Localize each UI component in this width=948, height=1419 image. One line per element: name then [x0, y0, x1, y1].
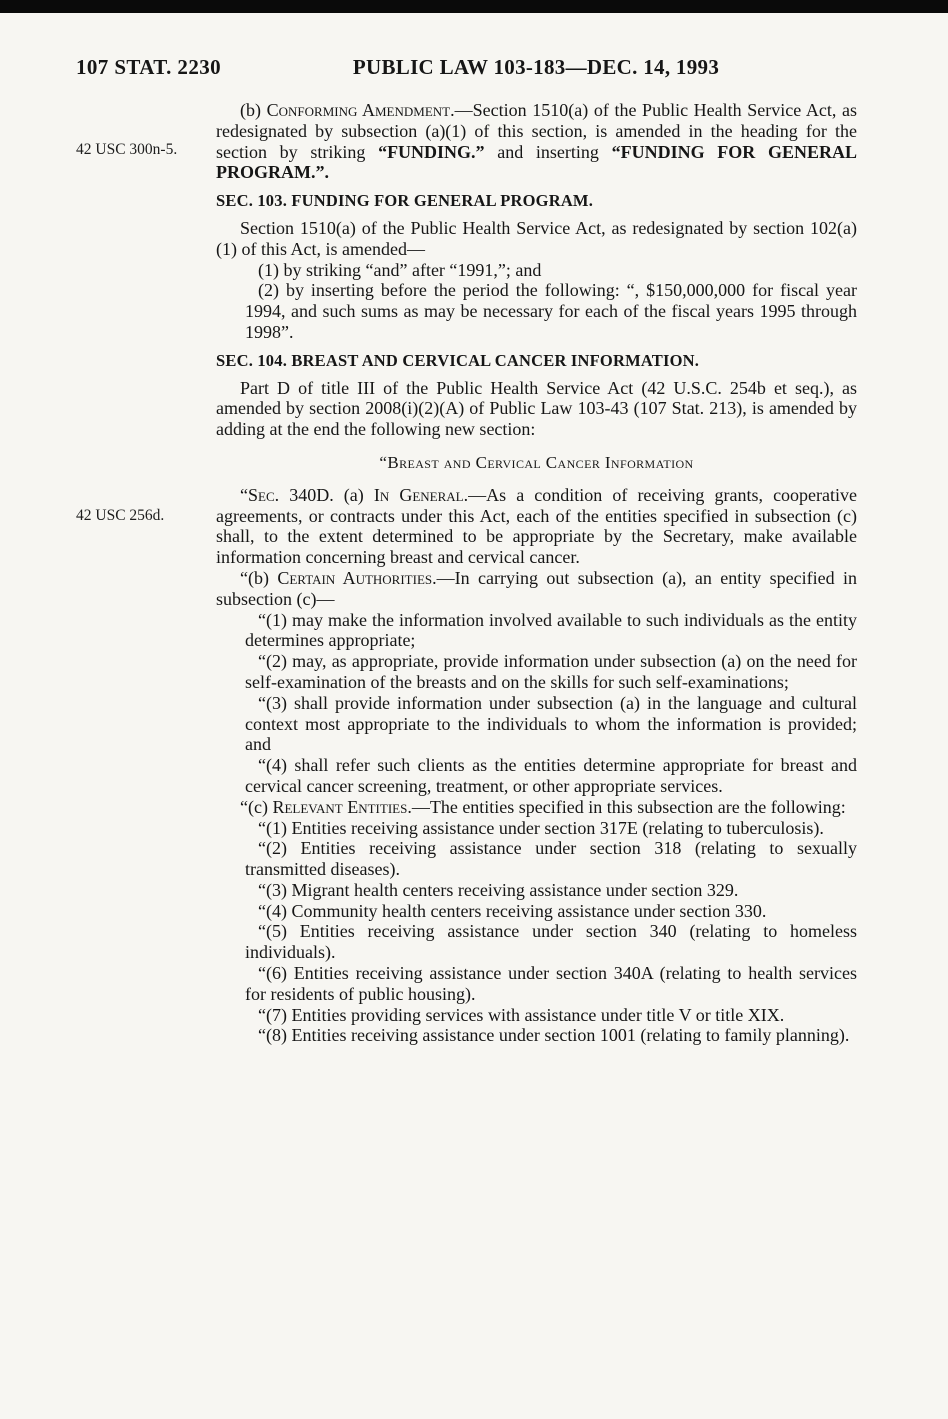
stat-page-number: 107 STAT. 2230 [76, 55, 222, 79]
sec-103-clause-2: (2) by inserting before the period the following: “, $150,000,000 for fiscal year 1994, and such sums as may be necessary for each of the fiscal years 1995 through 1998”. [245, 280, 857, 342]
sec-103-heading: SEC. 103. FUNDING FOR GENERAL PROGRAM. [216, 191, 594, 211]
sec-340d-c-clause-1: “(1) Entities receiving assistance under section 317E (relating to tuberculosis). [258, 817, 824, 838]
margin-note-usc-300n-5: 42 USC 300n-5. [76, 141, 178, 158]
sec-104-intro: Part D of title III of the Public Health Service Act (42 U.S.C. 254b et seq.), as amended by section 2008(i)(2)(A) of Public Law 103-43 (107 Stat. 213), is amended by adding at the end the following new section: [216, 377, 857, 440]
sec-340d-c-clause-6: “(6) Entities receiving assistance under section 340A (relating to health services for residents of public housing). [245, 963, 857, 1004]
sec-340d-c-clause-4: “(4) Community health centers receiving assistance under section 330. [258, 900, 767, 921]
sec-340d-b-clause-2: “(2) may, as appropriate, provide information under subsection (a) on the need for self-examination of the breasts and on the skills for such self-examinations; [245, 651, 857, 692]
sec-340d-subsection-b-intro: “(b) Certain Authorities.—In carrying out subsection (a), an entity specified in subsection (c)— [216, 567, 857, 609]
scan-top-black-bar [0, 0, 948, 13]
sec-340d-c-clause-7: “(7) Entities providing services with assistance under title V or title XIX. [258, 1004, 785, 1025]
quoted-section-heading: “Breast and Cervical Cancer Information [379, 452, 694, 472]
sec-340d-b-clause-3: “(3) shall provide information under subsection (a) in the language and cultural context most appropriate to the individuals to whom the information is provided; and [245, 692, 857, 755]
sec-340d-c-clause-2: “(2) Entities receiving assistance under section 318 (relating to sexually transmitted diseases). [245, 838, 857, 880]
sec-340d-b-clause-4: “(4) shall refer such clients as the entities determine appropriate for breast and cervical cancer screening, treatment, or other appropriate services. [245, 755, 857, 796]
sec-340d-subsection-c-intro: “(c) Relevant Entities.—The entities specified in this subsection are the following: [240, 796, 846, 817]
sec-103-intro: Section 1510(a) of the Public Health Service Act, as redesignated by section 102(a)(1) of this Act, is amended— [216, 217, 857, 259]
sec-340d-subsection-a: “Sec. 340D. (a) In General.—As a condition of receiving grants, cooperative agreements, or contracts under this Act, each of the entities specified in subsection (c) shall, to the extent determined to be appropriate by the Secretary, make available information concerning breast and cervical cancer. [216, 484, 858, 568]
sec-104-heading: SEC. 104. BREAST AND CERVICAL CANCER INFORMATION. [216, 350, 700, 370]
sec-340d-c-clause-8: “(8) Entities receiving assistance under section 1001 (relating to family planning). [258, 1025, 850, 1046]
statute-body-column [216, 100, 857, 1046]
sec-340d-b-clause-1: “(1) may make the information involved available to such individuals as the entity determines appropriate; [245, 609, 857, 651]
sec-103-clause-1: (1) by striking “and” after “1991,”; and [258, 259, 542, 280]
public-law-title: PUBLIC LAW 103-183—DEC. 14, 1993 [352, 55, 720, 79]
paragraph-b-conforming-amendment: (b) Conforming Amendment.—Section 1510(a) of the Public Health Service Act, as redesignated by subsection (a)(1) of this section, is amended in the heading for the section by striking “FUNDING.” and inserting “FUNDING FOR GENERAL PROGRAM.”. [216, 100, 857, 183]
sec-340d-c-clause-5: “(5) Entities receiving assistance under section 340 (relating to homeless individuals). [245, 921, 857, 963]
margin-note-usc-256d: 42 USC 256d. [76, 507, 165, 524]
sec-340d-c-clause-3: “(3) Migrant health centers receiving assistance under section 329. [258, 879, 739, 900]
